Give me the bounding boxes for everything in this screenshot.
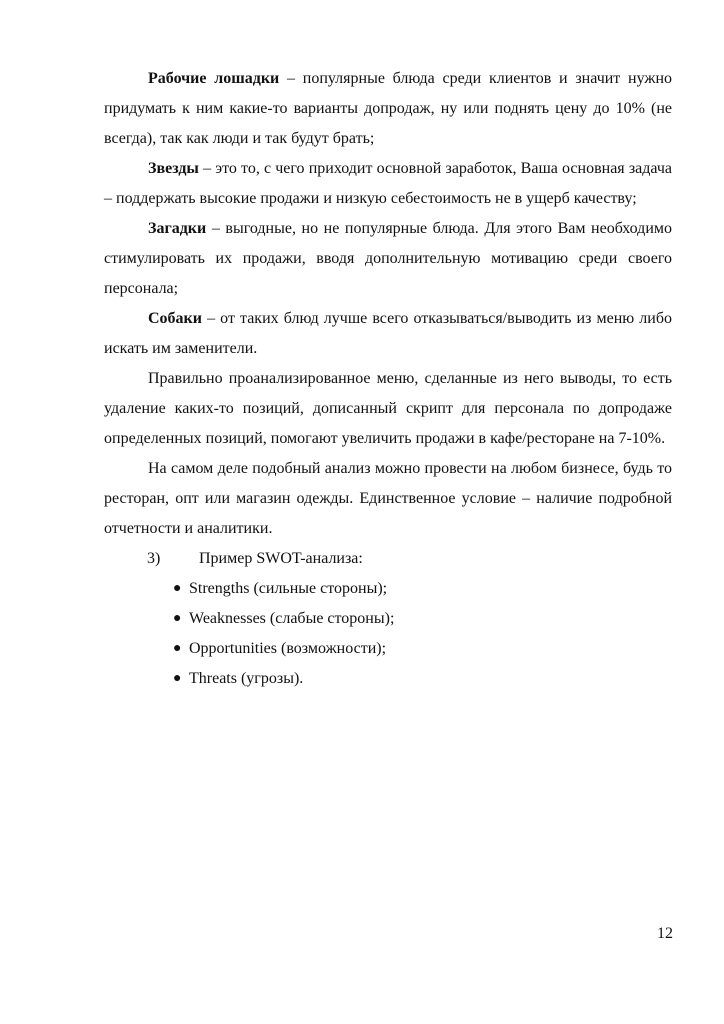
page-number: 12 [657,925,673,942]
term-puzzles: Загадки [148,220,207,237]
point-number: 3) [147,550,161,567]
paragraph-any-business: На самом деле подобный анализ можно провести на любом бизнесе, будь то ресторан, опт или магазин одежды. Единственное условие – наличие подробной отчетности и аналитики. [104,460,672,537]
paragraph-stars [104,154,672,214]
paragraph-dogs-text: – от таких блюд лучше всего отказываться/выводить из меню либо искать им заменители. [104,310,672,357]
paragraph-dogs [104,304,672,364]
list-item [104,604,672,634]
bullet-icon: ● [173,611,182,626]
term-workhorses: Рабочие лошадки [148,70,280,87]
list-item [104,634,672,664]
bullet-icon: ● [173,671,182,686]
swot-heading [104,544,672,574]
term-dogs: Собаки [148,310,202,327]
list-item-strengths: Strengths (сильные стороны); [189,580,388,597]
paragraph-menu-analysis: Правильно проанализированное меню, сделанные из него выводы, то есть удаление каких-то позиций, дописанный скрипт для персонала по допродаже определенных позиций, помогают увеличить продажи в кафе/ресторане на 7-10%. [104,370,672,447]
paragraph-puzzles [104,214,672,304]
swot-list [104,574,672,694]
bullet-icon: ● [173,641,182,656]
paragraph-workhorses-text: – популярные блюда среди клиентов и значит нужно придумать к ним какие-то варианты допродаж, ну или поднять цену до 10% (не всегда), так как люди и так будут брать; [104,70,673,147]
point-title: Пример SWOT-анализа: [199,550,363,567]
term-stars: Звезды [148,160,199,177]
paragraph-puzzles-text: – выгодные, но не популярные блюда. Для этого Вам необходимо стимулировать их продажи, вводя дополнительную мотивацию среди своего персонала; [104,220,672,297]
bullet-icon: ● [173,581,182,596]
paragraph-workhorses [104,64,672,154]
list-item-weaknesses: Weaknesses (слабые стороны); [189,610,395,627]
list-item-opportunities: Opportunities (возможности); [189,640,387,657]
list-item [104,574,672,604]
list-item-threats: Threats (угрозы). [189,670,304,687]
page-content [104,64,672,694]
list-item [104,664,672,694]
paragraph-stars-text: – это то, с чего приходит основной заработок, Ваша основная задача – поддержать высокие продажи и низкую себестоимость не в ущерб качеству; [104,160,672,207]
